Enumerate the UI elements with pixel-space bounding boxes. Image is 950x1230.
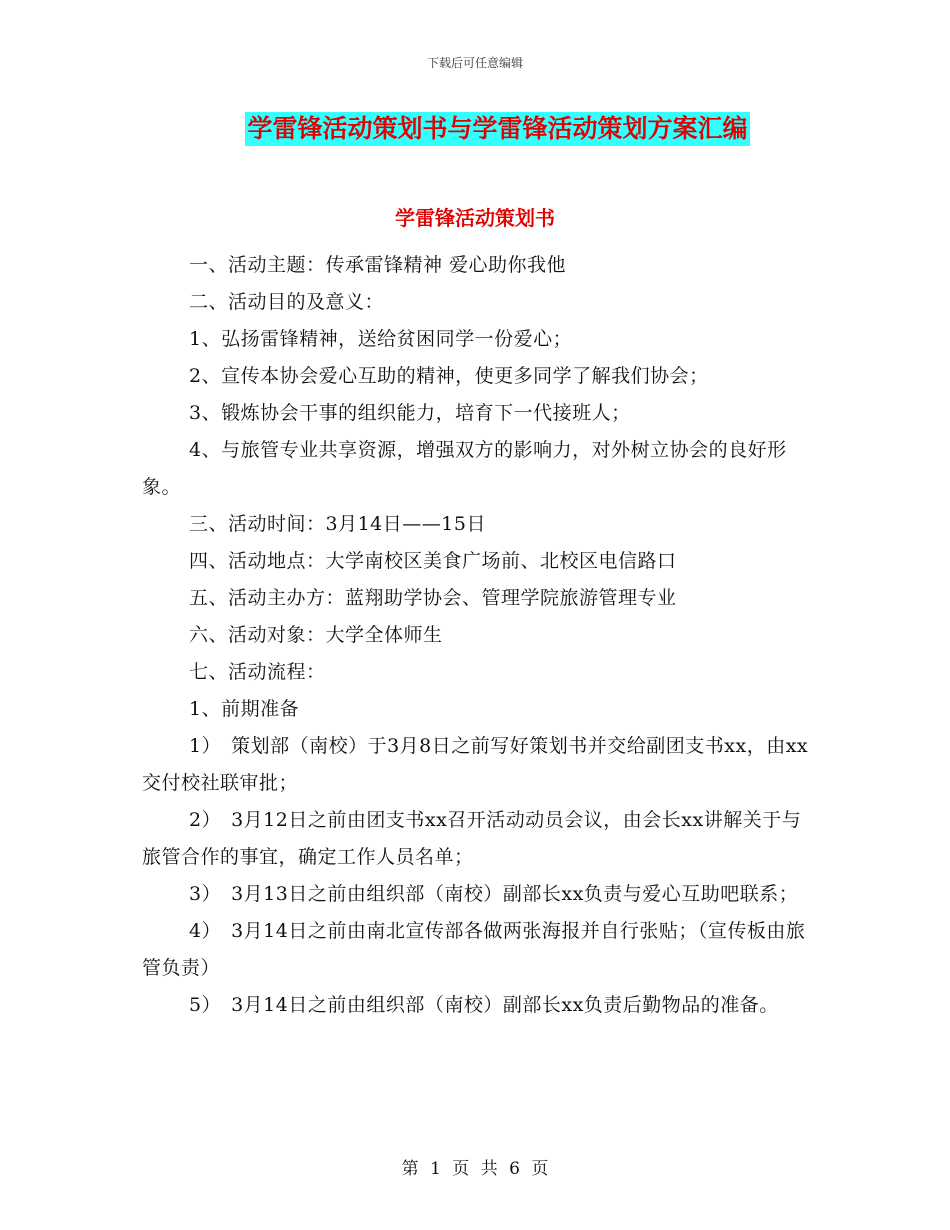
paragraph: 2、宣传本协会爱心互助的精神，使更多同学了解我们协会； xyxy=(189,365,709,387)
paragraph: 四、活动地点：大学南校区美食广场前、北校区电信路口 xyxy=(189,550,677,572)
header-note: 下载后可任意编辑 xyxy=(426,56,523,70)
paragraph: 4、与旅管专业共享资源，增强双方的影响力，对外树立协会的良好形象。 xyxy=(142,439,787,498)
paragraph: 3） 3月13日之前由组织部（南校）副部长xx负责与爱心互助吧联系； xyxy=(189,883,799,905)
paragraph: 五、活动主办方：蓝翔助学协会、管理学院旅游管理专业 xyxy=(189,587,677,609)
paragraph: 3、锻炼协会干事的组织能力，培育下一代接班人； xyxy=(189,402,631,424)
paragraph: 4） 3月14日之前由南北宣传部各做两张海报并自行张贴；（宣传板由旅管负责） xyxy=(142,920,806,979)
document-body xyxy=(142,247,810,1024)
paragraph: 六、活动对象：大学全体师生 xyxy=(189,624,443,646)
paragraph: 三、活动时间：3月14日——15日 xyxy=(189,513,486,535)
paragraph: 二、活动目的及意义： xyxy=(189,291,385,313)
section-title: 学雷锋活动策划书 xyxy=(395,206,555,230)
document-title: 学雷锋活动策划书与学雷锋活动策划方案汇编 xyxy=(245,112,749,146)
paragraph: 1、弘扬雷锋精神，送给贫困同学一份爱心； xyxy=(189,328,573,350)
paragraph: 一、活动主题：传承雷锋精神 爱心助你我他 xyxy=(189,254,567,276)
paragraph: 1） 策划部（南校）于3月8日之前写好策划书并交给副团支书xx，由xx交付校社联审批； xyxy=(142,735,809,794)
paragraph: 七、活动流程： xyxy=(189,661,326,683)
paragraph: 1、前期准备 xyxy=(189,698,300,720)
paragraph: 5） 3月14日之前由组织部（南校）副部长xx负责后勤物品的准备。 xyxy=(189,994,779,1016)
paragraph: 2） 3月12日之前由团支书xx召开活动动员会议，由会长xx讲解关于与旅管合作的事宜，确定工作人员名单； xyxy=(142,809,802,868)
page-footer: 第 1 页 共 6 页 xyxy=(401,1159,549,1179)
main-title-container xyxy=(0,112,950,146)
